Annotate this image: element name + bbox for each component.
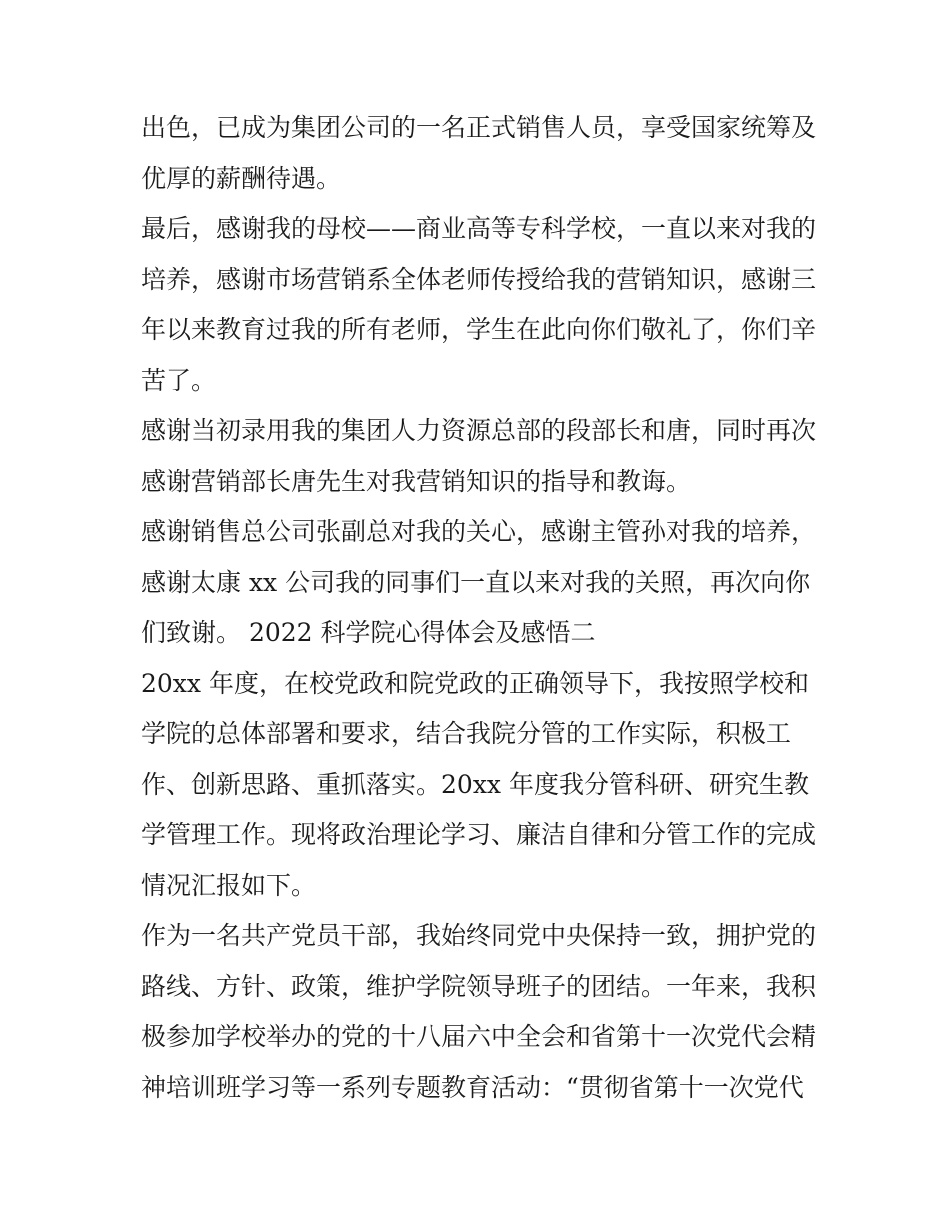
text-line-18: 路线、方针、政策，维护学院领导班子的团结。一年来，我积	[141, 971, 817, 1001]
text-line-1: 出色，已成为集团公司的一名正式销售人员，享受国家统筹及	[141, 113, 817, 142]
document-body	[141, 103, 821, 1113]
text-line-20: 神培训班学习等一系列专题教育活动：“贯彻省第十一次党代	[141, 1072, 804, 1102]
text-line-10: 感谢太康 xx 公司我的同事们一直以来对我的关照，再次向你	[141, 567, 811, 597]
text-line-8: 感谢营销部长唐先生对我营销知识的指导和教诲。	[141, 466, 692, 496]
text-line-3: 最后，感谢我的母校——商业高等专科学校，一直以来对我的	[141, 214, 817, 243]
text-line-14: 作、创新思路、重抓落实。20xx 年度我分管科研、研究生教	[141, 769, 809, 799]
text-line-16: 情况汇报如下。	[141, 870, 317, 900]
text-line-19: 极参加学校举办的党的十八届六中全会和省第十一次党代会精	[141, 1022, 817, 1051]
text-line-5: 年以来教育过我的所有老师，学生在此向你们敬礼了，你们辛	[141, 315, 817, 344]
text-line-12: 20xx 年度，在校党政和院党政的正确领导下，我按照学校和	[141, 668, 809, 698]
text-line-9: 感谢销售总公司张副总对我的关心，感谢主管孙对我的培养，	[141, 517, 817, 546]
text-line-15: 学管理工作。现将政治理论学习、廉洁自律和分管工作的完成	[141, 820, 817, 849]
text-line-2: 优厚的薪酬待遇。	[141, 163, 342, 193]
text-line-11: 们致谢。 2022 科学院心得体会及感悟二	[141, 618, 596, 647]
text-line-7: 感谢当初录用我的集团人力资源总部的段部长和唐，同时再次	[141, 416, 817, 445]
text-line-4: 培养，感谢市场营销系全体老师传授给我的营销知识，感谢三	[141, 264, 817, 294]
text-line-13: 学院的总体部署和要求，结合我院分管的工作实际，积极工	[141, 719, 792, 748]
text-line-6: 苦了。	[141, 365, 217, 395]
text-line-17: 作为一名共产党员干部，我始终同党中央保持一致，拥护党的	[141, 921, 817, 950]
